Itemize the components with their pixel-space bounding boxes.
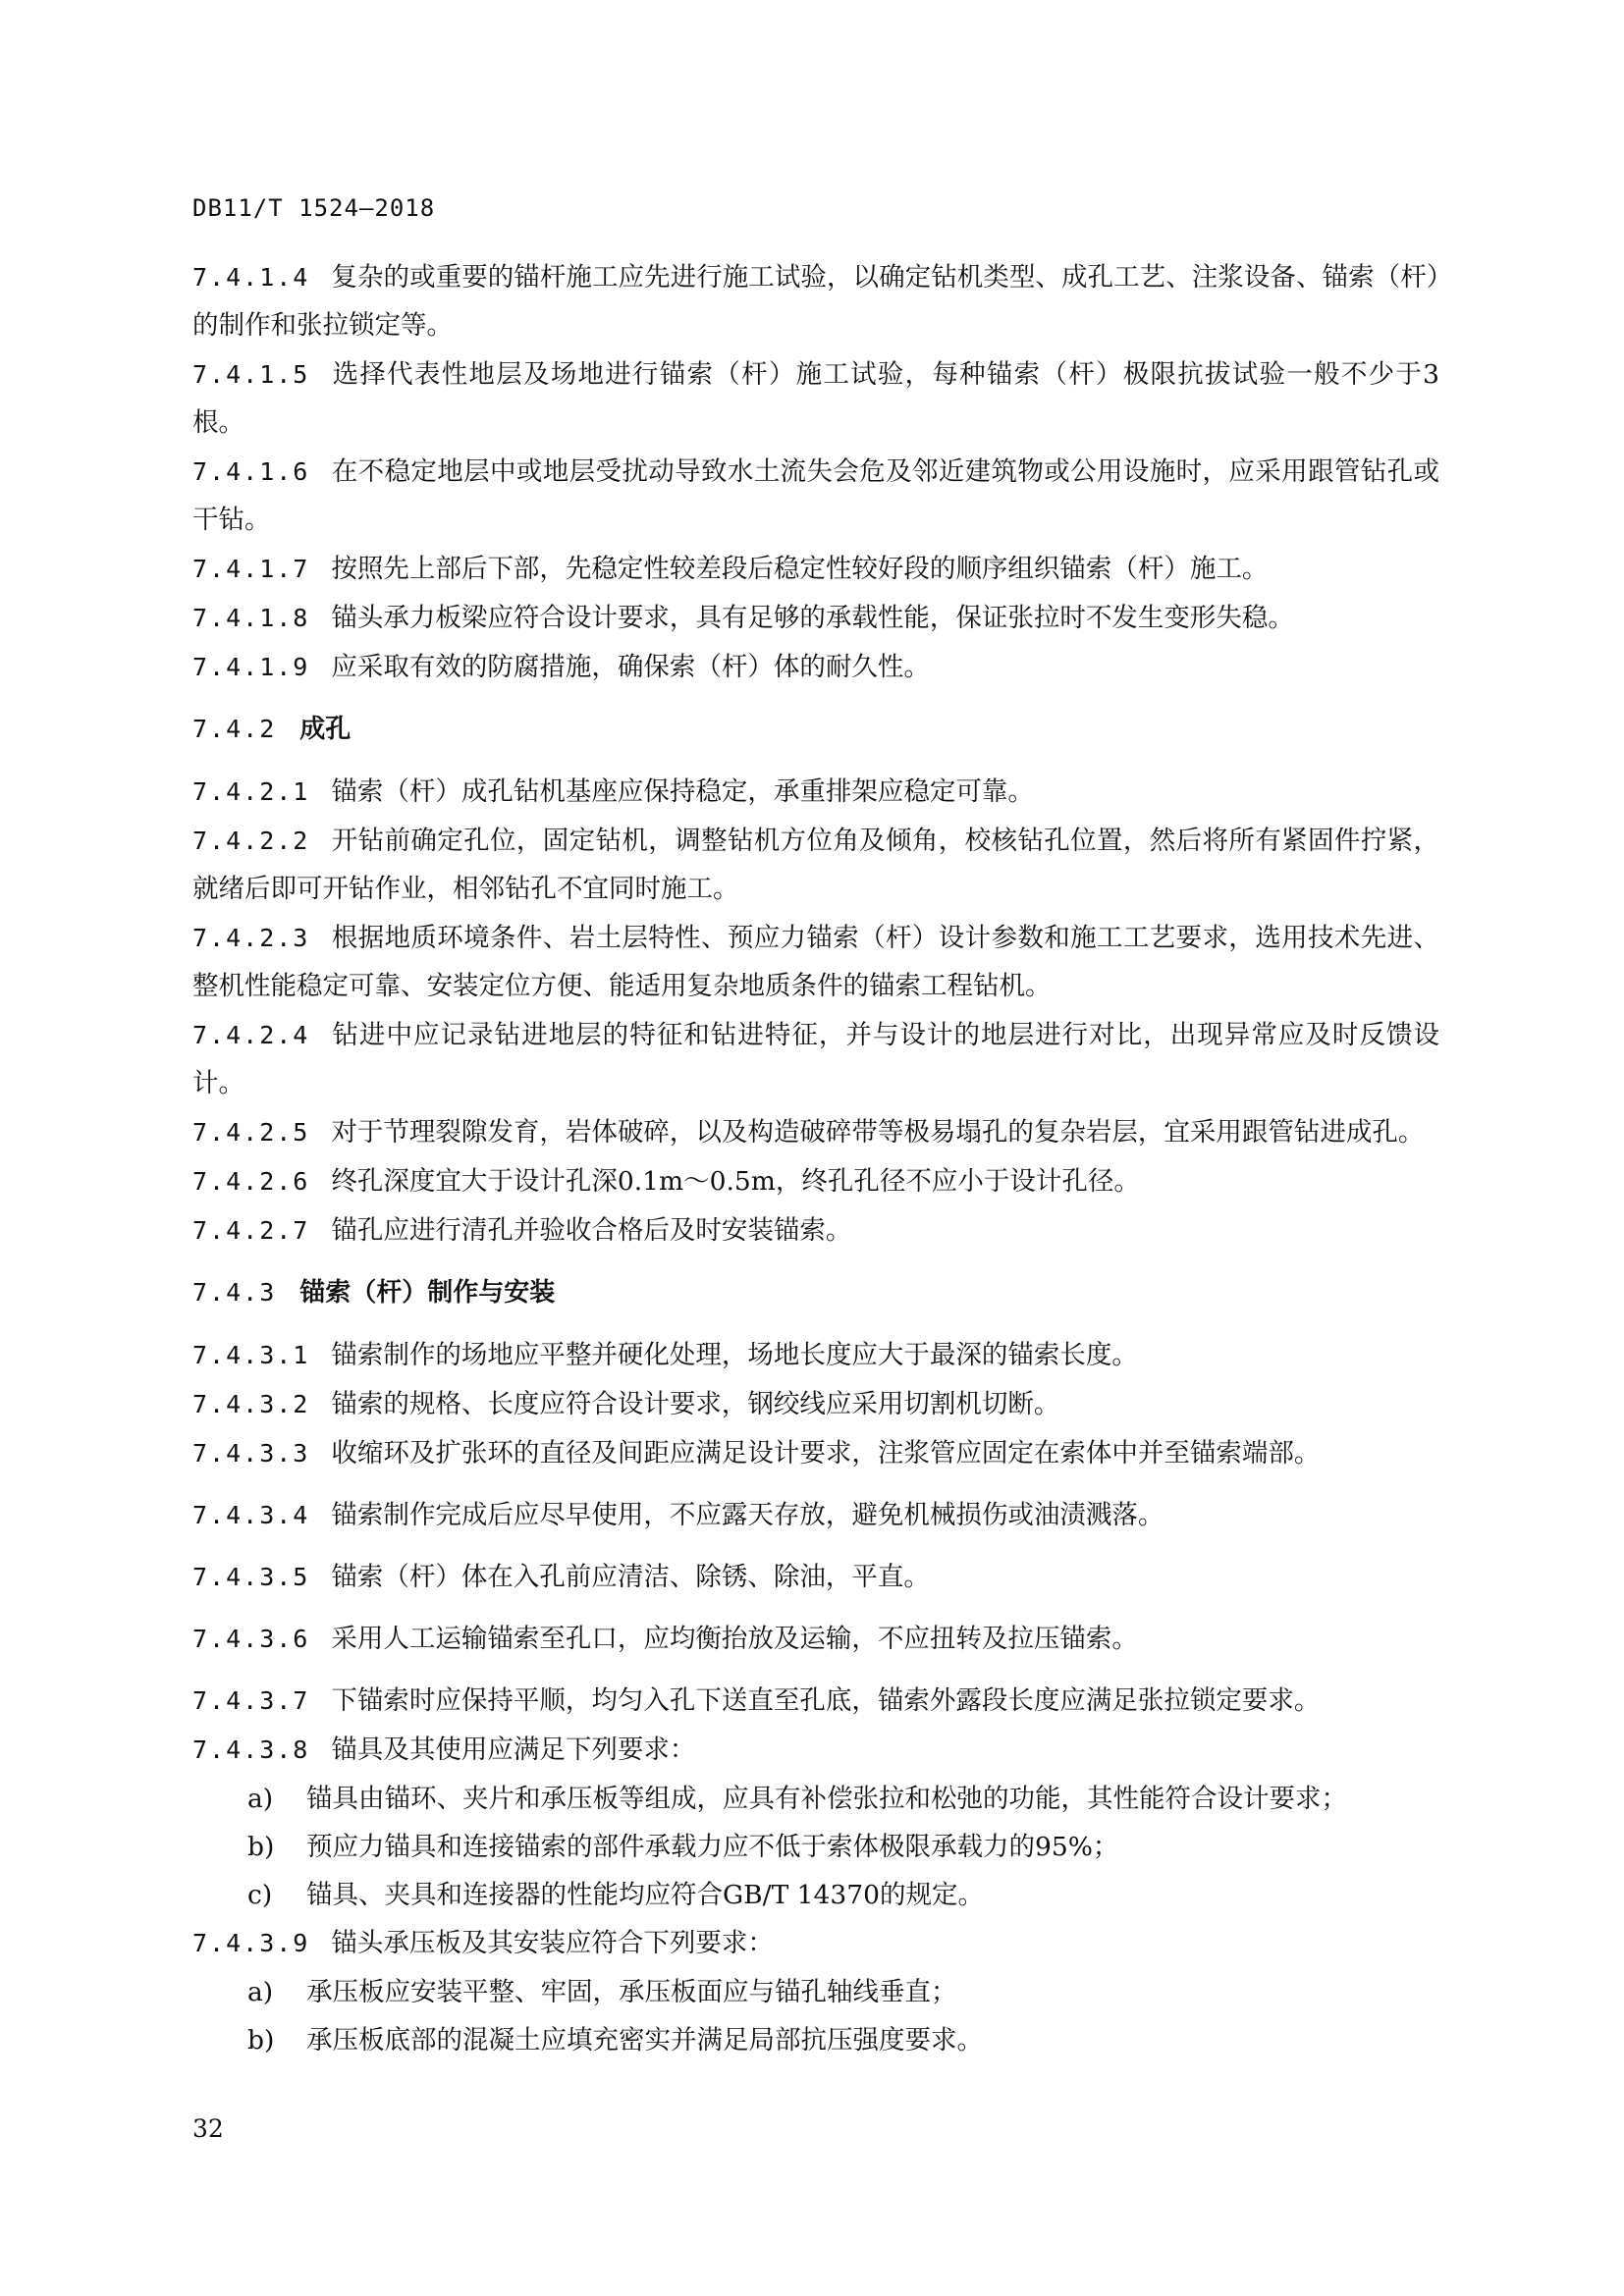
clause-7-4-3-2	[192, 1380, 1439, 1428]
clause-number: 7.4.3.2	[192, 1390, 310, 1418]
clause-text: 钻进中应记录钻进地层的特征和钻进特征，并与设计的地层进行对比，出现异常应及时反馈设计。	[192, 1020, 1439, 1098]
clause-text: 锚索（杆）成孔钻机基座应保持稳定，承重排架应稳定可靠。	[331, 776, 1034, 807]
clause-7-4-3-3	[192, 1429, 1439, 1477]
clause-number: 7.4.1.9	[192, 653, 310, 681]
clause-number: 7.4.3.4	[192, 1501, 310, 1529]
list-item	[192, 1871, 1439, 1919]
clause-text: 锚索的规格、长度应符合设计要求，钢绞线应采用切割机切断。	[331, 1389, 1060, 1419]
clause-7-4-2-5	[192, 1108, 1439, 1156]
list-item-text: 锚具由锚环、夹片和承压板等组成，应具有补偿张拉和松弛的功能，其性能符合设计要求；	[306, 1784, 1347, 1814]
section-title: 锚索（杆）制作与安装	[299, 1278, 556, 1308]
clause-7-4-2-4	[192, 1011, 1439, 1107]
clause-7-4-1-9	[192, 643, 1439, 691]
list-marker: c)	[247, 1880, 273, 1910]
clause-number: 7.4.3.6	[192, 1625, 310, 1653]
section-heading-7-4-3	[192, 1268, 1439, 1317]
clause-number: 7.4.3.3	[192, 1439, 310, 1468]
section-heading-7-4-2	[192, 705, 1439, 754]
clause-number: 7.4.1.7	[192, 555, 310, 583]
clause-text: 终孔深度宜大于设计孔深0.1m～0.5m，终孔孔径不应小于设计孔径。	[331, 1166, 1140, 1197]
clause-7-4-2-1	[192, 768, 1439, 816]
page-number: 32	[192, 2114, 224, 2143]
list-item-text: 承压板底部的混凝土应填充密实并满足局部抗压强度要求。	[306, 2025, 983, 2056]
clause-7-4-2-6	[192, 1157, 1439, 1205]
clause-7-4-3-6	[192, 1615, 1439, 1663]
clause-text: 锚头承压板及其安装应符合下列要求：	[331, 1928, 774, 1958]
section-title: 成孔	[299, 715, 352, 744]
list-item	[192, 1968, 1439, 2016]
clause-number: 7.4.2.2	[192, 827, 310, 855]
list-item-text: 锚具、夹具和连接器的性能均应符合GB/T 14370的规定。	[306, 1880, 984, 1910]
clause-7-4-1-6	[192, 448, 1439, 544]
clause-number: 7.4.2.4	[192, 1021, 310, 1049]
clause-text: 锚头承力板梁应符合设计要求，具有足够的承载性能，保证张拉时不发生变形失稳。	[331, 603, 1294, 633]
clause-number: 7.4.3.5	[192, 1563, 310, 1591]
standard-code-header: DB11/T 1524—2018	[192, 194, 436, 222]
clause-7-4-3-4	[192, 1491, 1439, 1539]
clause-number: 7.4.2.7	[192, 1216, 310, 1245]
clause-7-4-1-7	[192, 545, 1439, 593]
clause-number: 7.4.1.6	[192, 457, 310, 486]
clause-text: 应采取有效的防腐措施，确保索（杆）体的耐久性。	[331, 652, 930, 682]
clause-7-4-1-5	[192, 350, 1439, 447]
clause-text: 在不稳定地层中或地层受扰动导致水土流失会危及邻近建筑物或公用设施时，应采用跟管钻孔或干钻。	[192, 456, 1439, 535]
section-number: 7.4.3	[192, 1278, 277, 1307]
list-marker: a)	[247, 1977, 274, 2007]
clause-text: 采用人工运输锚索至孔口，应均衡抬放及运输，不应扭转及拉压锚索。	[331, 1624, 1138, 1654]
clause-number: 7.4.3.8	[192, 1735, 310, 1764]
clause-text: 复杂的或重要的锚杆施工应先进行施工试验，以确定钻机类型、成孔工艺、注浆设备、锚索（杆）的制作和张拉锁定等。	[192, 262, 1439, 341]
clause-number: 7.4.2.1	[192, 777, 310, 806]
list-item-text: 预应力锚具和连接锚索的部件承载力应不低于索体极限承载力的95%；	[306, 1832, 1119, 1862]
clause-text: 收缩环及扩张环的直径及间距应满足设计要求，注浆管应固定在索体中并至锚索端部。	[331, 1438, 1321, 1468]
clause-text: 按照先上部后下部，先稳定性较差段后稳定性较好段的顺序组织锚索（杆）施工。	[331, 554, 1269, 584]
clause-number: 7.4.3.7	[192, 1686, 310, 1715]
clause-text: 锚索制作的场地应平整并硬化处理，场地长度应大于最深的锚索长度。	[331, 1340, 1138, 1370]
list-marker: a)	[247, 1784, 274, 1814]
list-item-text: 承压板应安装平整、牢固，承压板面应与锚孔轴线垂直；	[306, 1977, 957, 2007]
clause-text: 锚索（杆）体在入孔前应清洁、除锈、除油，平直。	[331, 1562, 930, 1592]
section-number: 7.4.2	[192, 715, 277, 743]
clause-text: 对于节理裂隙发育，岩体破碎，以及构造破碎带等极易塌孔的复杂岩层，宜采用跟管钻进成孔。	[331, 1117, 1425, 1148]
clause-text: 开钻前确定孔位，固定钻机，调整钻机方位角及倾角，校核钻孔位置，然后将所有紧固件拧紧，就绪后即可开钻作业，相邻钻孔不宜同时施工。	[192, 826, 1439, 904]
clause-number: 7.4.2.3	[192, 924, 310, 952]
clause-text: 根据地质环境条件、岩土层特性、预应力锚索（杆）设计参数和施工工艺要求，选用技术先进、整机性能稳定可靠、安装定位方便、能适用复杂地质条件的锚索工程钻机。	[192, 923, 1439, 1001]
clause-text: 锚具及其使用应满足下列要求：	[331, 1735, 696, 1765]
list-marker: b)	[247, 1832, 275, 1862]
clause-7-4-2-2	[192, 817, 1439, 913]
clause-number: 7.4.1.4	[192, 263, 310, 292]
clause-7-4-1-4	[192, 253, 1439, 349]
clause-7-4-2-3	[192, 914, 1439, 1010]
clause-7-4-3-8	[192, 1726, 1439, 1774]
clause-7-4-3-9	[192, 1919, 1439, 1967]
clause-7-4-2-7	[192, 1206, 1439, 1255]
clause-text: 锚索制作完成后应尽早使用，不应露天存放，避免机械损伤或油渍溅落。	[331, 1500, 1164, 1530]
clause-number: 7.4.3.1	[192, 1341, 310, 1369]
list-item	[192, 2016, 1439, 2064]
clause-number: 7.4.1.8	[192, 604, 310, 632]
list-item	[192, 1775, 1439, 1823]
document-body	[192, 253, 1439, 2064]
list-marker: b)	[247, 2025, 275, 2056]
clause-number: 7.4.2.5	[192, 1118, 310, 1147]
clause-number: 7.4.1.5	[192, 360, 310, 389]
clause-text: 选择代表性地层及场地进行锚索（杆）施工试验，每种锚索（杆）极限抗拔试验一般不少于3根。	[192, 359, 1439, 438]
clause-7-4-3-7	[192, 1677, 1439, 1725]
list-item	[192, 1823, 1439, 1871]
clause-number: 7.4.3.9	[192, 1929, 310, 1957]
clause-7-4-3-1	[192, 1331, 1439, 1379]
clause-text: 锚孔应进行清孔并验收合格后及时安装锚索。	[331, 1215, 852, 1246]
clause-7-4-1-8	[192, 594, 1439, 642]
clause-7-4-3-5	[192, 1553, 1439, 1601]
clause-number: 7.4.2.6	[192, 1167, 310, 1196]
clause-text: 下锚索时应保持平顺，均匀入孔下送直至孔底，锚索外露段长度应满足张拉锁定要求。	[331, 1685, 1321, 1716]
